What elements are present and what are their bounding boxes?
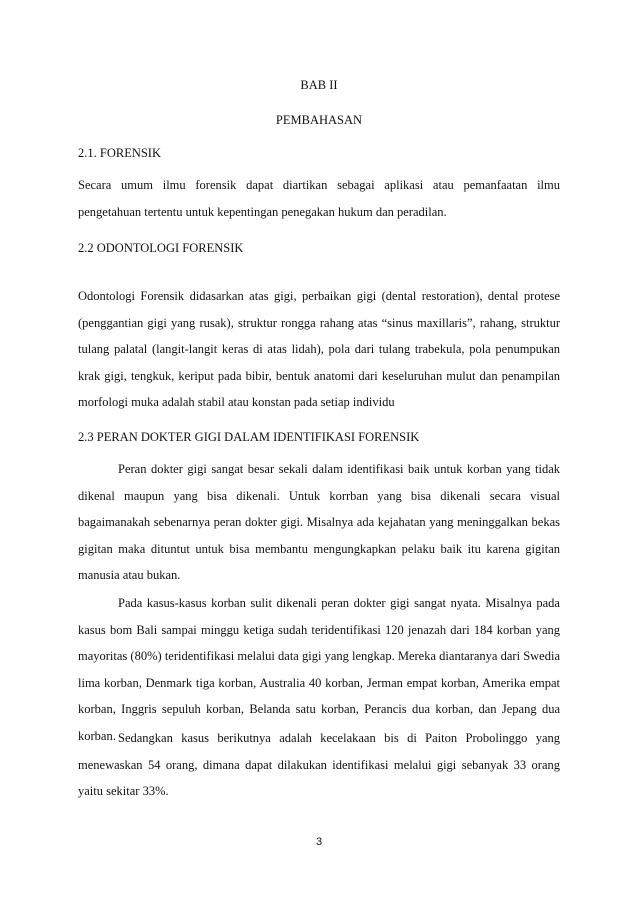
section-heading-forensik: 2.1. FORENSIK (78, 146, 161, 160)
chapter-title: PEMBAHASAN (275, 113, 363, 127)
paragraph-peran-1: Peran dokter gigi sangat besar sekali dalam identifikasi baik untuk korban yang tidak dikenal maupun yang bisa dikenali. Untuk korrban yang bisa dikenali secara visual bagaimanakah sebenarnya peran dokter gigi. Misalnya ada kejahatan yang meninggalkan bekas gigitan maka dituntut untuk bisa membantu mengungkapkan pelaku baik itu karena gigitan manusia atau bukan. (78, 462, 560, 582)
page-number: 3 (315, 836, 323, 848)
chapter-label: BAB II (300, 78, 338, 92)
section-heading-peran-dokter-gigi: 2.3 PERAN DOKTER GIGI DALAM IDENTIFIKASI FORENSIK (78, 430, 420, 444)
paragraph-forensik: Secara umum ilmu forensik dapat diartikan sebagai aplikasi atau pemanfaatan ilmu pengetahuan tertentu untuk kepentingan penegakan hukum dan peradilan. (78, 178, 560, 219)
paragraph-peran-2: Pada kasus-kasus korban sulit dikenali peran dokter gigi sangat nyata. Misalnya pada kasus bom Bali sampai minggu ketiga sudah teridentifikasi 120 jenazah dari 184 korban yang mayoritas (80%) teridentifikasi melalui data gigi yang lengkap. Mereka diantaranya dari Swedia lima korban, Denmark tiga korban, Australia 40 korban, Jerman empat korban, Amerika empat korban, Inggris sepuluh korban, Belanda satu korban, Perancis dua korban, dan Jepang dua korban. (78, 596, 560, 743)
section-heading-odontologi: 2.2 ODONTOLOGI FORENSIK (78, 241, 244, 255)
paragraph-odontologi: Odontologi Forensik didasarkan atas gigi, perbaikan gigi (dental restoration), dental protese (penggantian gigi yang rusak), struktur rongga rahang atas “sinus maxillaris”, rahang, struktur tulang palatal (langit-langit keras di atas lidah), pola dari tulang trabekula, pola penumpukan krak gigi, tengkuk, keriput pada bibir, bentuk anatomi dari keseluruhan mulut dan penampilan morfologi muka adalah stabil atau konstan pada setiap individu (78, 289, 560, 409)
paragraph-peran-3: Sedangkan kasus berikutnya adalah kecelakaan bis di Paiton Probolinggo yang menewaskan 54 orang, dimana dapat dilakukan identifikasi melalui gigi sebanyak 33 orang yaitu sekitar 33%. (78, 731, 560, 798)
